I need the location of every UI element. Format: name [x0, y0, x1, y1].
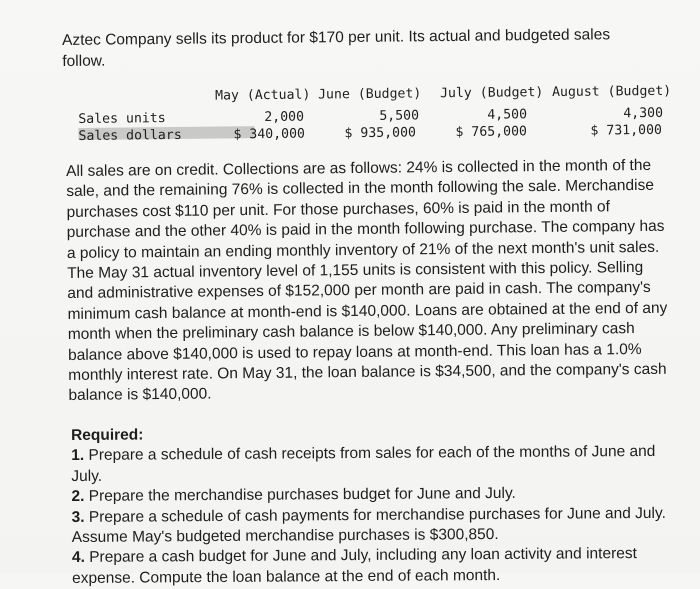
header-june: June (Budget): [318, 86, 422, 103]
table-cell: 5,500: [379, 108, 420, 124]
row-label: Sales dollars: [78, 127, 182, 144]
item-text: Prepare a schedule of cash receipts from sales for each of the months of June and July.: [71, 443, 656, 485]
item-number: 3.: [71, 508, 85, 526]
table-cell: $ 765,000: [455, 124, 528, 141]
item-text: Prepare a schedule of cash payments for merchandise purchases for June and July. Assume May's budgeted merchandise purchases is $300,850.: [71, 504, 666, 547]
item-number: 2.: [71, 488, 85, 506]
problem-paragraph: All sales are on credit. Collections are as follows: 24% is collected in the month of the sale, and the remaining 76% is collected in the month following the sale. Merchandise purchases cost $110 per unit. For those purchases, 60% is paid in the month of purchase and the other 40% is paid in the month following purchase. The company has a policy to maintain an ending monthly inventory of 21% of the next month's unit sales. The May 31 actual inventory level of 1,155 units is consistent with this policy. Selling and administrative expenses of $152,000 per month are paid in cash. The company's minimum cash balance at month-end is $140,000. Loans are obtained at the end of any month when the preliminary cash balance is below $140,000. Any preliminary cash balance above $140,000 is used to repay loans at month-end. This loan has a 1.0% monthly interest rate. On May 31, the loan balance is $34,500, and the company's cash balance is $140,000.: [66, 156, 668, 405]
header-may: May (Actual): [215, 87, 311, 104]
table-body: [78, 102, 678, 146]
required-item: [72, 503, 672, 548]
header-july: July (Budget): [440, 85, 544, 102]
header-august: August (Budget): [551, 83, 672, 101]
table-cell: $ 935,000: [344, 125, 417, 142]
item-text: Prepare the merchandise purchases budget for June and July.: [88, 485, 516, 506]
table-cell: 4,300: [623, 105, 664, 122]
item-number: 1.: [71, 447, 85, 465]
item-text: Prepare a cash budget for June and July, including any loan activity and interest expense. Compute the loan balance at the end of each month.: [72, 545, 637, 587]
table-cell: 4,500: [487, 107, 528, 123]
sales-table: [78, 82, 679, 146]
required-section: [71, 422, 672, 589]
intro-paragraph: Aztec Company sells its product for $170 per unit. Its actual and budgeted sales follow.: [62, 26, 611, 70]
table-cell: 2,000: [264, 109, 305, 126]
table-cell: $ 340,000: [233, 126, 306, 143]
required-item: [71, 442, 671, 487]
row-label: Sales units: [78, 111, 166, 127]
required-item: [72, 544, 672, 589]
item-number: 4.: [71, 549, 85, 567]
table-cell: $ 731,000: [590, 122, 663, 139]
required-heading: Required:: [71, 426, 144, 444]
